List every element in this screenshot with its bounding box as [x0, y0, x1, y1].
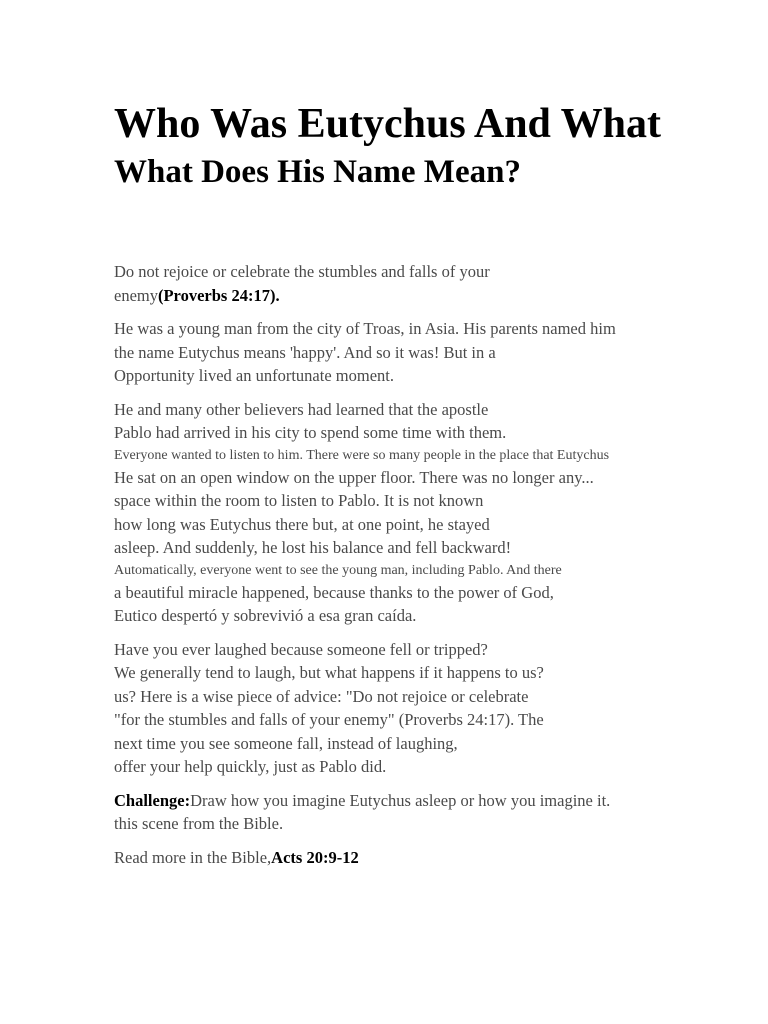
paragraph-3-line-5: space within the room to listen to Pablo. It is not known	[114, 491, 484, 510]
paragraph-5-line-1	[114, 789, 674, 813]
paragraph-1-line-2	[114, 284, 674, 308]
document-page	[114, 98, 674, 879]
paragraph-4-line-1: Have you ever laughed because someone fell or tripped?	[114, 639, 488, 659]
paragraph-4	[114, 638, 674, 779]
challenge-label: Challenge:	[114, 790, 191, 810]
paragraph-4-line-2: We generally tend to laugh, but what happens if it happens to us?	[114, 663, 544, 682]
paragraph-4-line-4: "for the stumbles and falls of your enemy" (Proverbs 24:17). The	[114, 710, 544, 729]
paragraph-3-line-1: He and many other believers had learned that the apostle	[114, 399, 489, 419]
paragraph-3-line-9: a beautiful miracle happened, because thanks to the power of God,	[114, 582, 554, 602]
paragraph-3-line-4: He sat on an open window on the upper floor. There was no longer any...	[114, 467, 594, 487]
paragraph-1-line-1: Do not rejoice or celebrate the stumbles and falls of your	[114, 262, 490, 281]
paragraph-3-line-8: Automatically, everyone went to see the young man, including Pablo. And there	[114, 562, 562, 578]
title-line-1: Who Was Eutychus And What	[114, 101, 662, 147]
paragraph-4-line-6: offer your help quickly, just as Pablo did.	[114, 757, 387, 776]
paragraph-3-line-7: asleep. And suddenly, he lost his balance and fell backward!	[114, 538, 512, 557]
read-more-text: Read more in the Bible,	[114, 847, 272, 867]
paragraph-4-line-3: us? Here is a wise piece of advice: "Do not rejoice or celebrate	[114, 686, 529, 706]
paragraph-2-line-3: Opportunity lived an unfortunate moment.	[114, 366, 394, 385]
paragraph-3-line-2: Pablo had arrived in his city to spend some time with them.	[114, 423, 507, 442]
paragraph-2-line-2: the name Eutychus means 'happy'. And so it was! But in a	[114, 342, 496, 362]
paragraph-2-line-1: He was a young man from the city of Troas, in Asia. His parents named him	[114, 319, 616, 338]
paragraph-1	[114, 260, 674, 307]
paragraph-4-line-5: next time you see someone fall, instead of laughing,	[114, 733, 458, 753]
paragraph-3-line-10: Eutico despertó y sobrevivió a esa gran caída.	[114, 606, 417, 625]
article-body	[114, 260, 674, 869]
enemy-text: enemy	[114, 285, 158, 305]
proverbs-reference: (Proverbs 24:17).	[157, 285, 280, 305]
paragraph-5-line-2: this scene from the Bible.	[114, 814, 284, 833]
title-line-2: What Does His Name Mean?	[114, 154, 521, 190]
paragraph-3	[114, 398, 674, 628]
paragraph-3-line-6: how long was Eutychus there but, at one point, he stayed	[114, 514, 490, 534]
paragraph-3-line-3: Everyone wanted to listen to him. There were so many people in the place that Eutychus	[114, 447, 610, 463]
paragraph-6-line-1	[114, 846, 674, 870]
paragraph-2	[114, 317, 674, 388]
acts-reference: Acts 20:9-12	[271, 847, 359, 867]
paragraph-6	[114, 846, 674, 870]
challenge-text: Draw how you imagine Eutychus asleep or how you imagine it.	[190, 790, 611, 810]
paragraph-5	[114, 789, 674, 836]
